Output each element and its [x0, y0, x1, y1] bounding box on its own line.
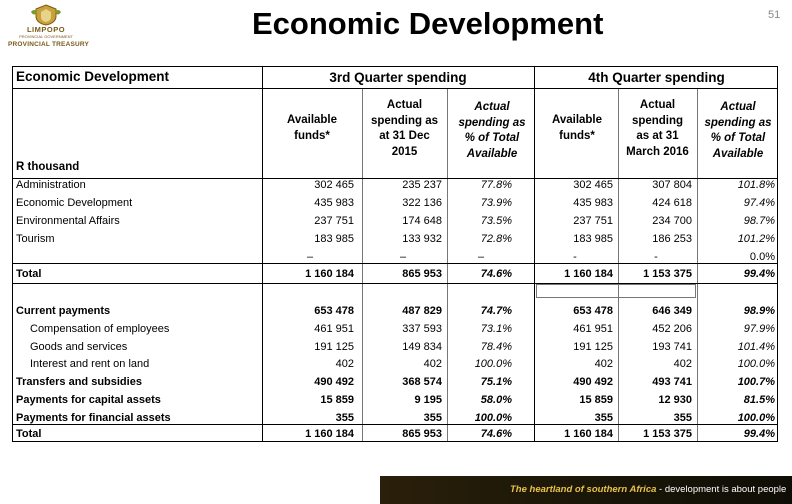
table-cell: 101.2% [737, 233, 775, 245]
table-cell: 77.8% [480, 179, 512, 191]
table-cell: 58.0% [480, 394, 512, 406]
table-cell: 100.0% [737, 358, 775, 370]
col-header-q3-actual: Actual spending as at 31 Dec 2015 [370, 99, 439, 158]
table-cell: 322 136 [402, 197, 442, 209]
footer-tagline [510, 484, 786, 495]
table-cell: 183 985 [573, 233, 613, 245]
table-cell: - [573, 251, 577, 263]
table-cell: 15 859 [320, 394, 354, 406]
table-cell: 435 983 [573, 197, 613, 209]
table-cell: 424 618 [652, 197, 692, 209]
table-cell: 73.9% [480, 197, 512, 209]
row-label: Current payments [16, 305, 111, 317]
table-cell: 100.7% [737, 376, 775, 388]
table-cell: 302 465 [314, 179, 354, 191]
table-cell: 302 465 [573, 179, 613, 191]
table-cell: 12 930 [658, 394, 692, 406]
table-cell: 355 [423, 412, 442, 424]
table-cell: 193 741 [652, 341, 692, 353]
department-name: PROVINCIAL TREASURY [8, 41, 90, 48]
table-cell: 402 [423, 358, 442, 370]
unit-label: R thousand [16, 161, 80, 173]
table-cell: 865 953 [402, 428, 442, 440]
table-cell: 368 574 [402, 376, 442, 388]
table-cell: 0.0% [749, 251, 775, 263]
table-cell: 452 206 [652, 323, 692, 335]
logo-name: LIMPOPO [26, 25, 66, 34]
table-cell: 183 985 [314, 233, 354, 245]
table-cell: 234 700 [652, 215, 692, 227]
table-cell: 1 160 184 [305, 428, 354, 440]
table-cell: 355 [594, 412, 613, 424]
table-cell: 186 253 [652, 233, 692, 245]
limpopo-logo [8, 4, 90, 50]
table-cell: 98.9% [743, 305, 775, 317]
table-cell: 74.6% [480, 428, 512, 440]
table-cell: 490 492 [573, 376, 613, 388]
table-cell: 75.1% [480, 376, 512, 388]
table-cell: 461 951 [573, 323, 613, 335]
table-cell: 461 951 [314, 323, 354, 335]
table-cell: 490 492 [314, 376, 354, 388]
table-cell: 97.4% [743, 197, 775, 209]
table-cell: 493 741 [652, 376, 692, 388]
row-label: Environmental Affairs [16, 215, 120, 227]
table-cell: 355 [673, 412, 692, 424]
table-cell: 337 593 [402, 323, 442, 335]
row-label: Economic Development [16, 197, 133, 209]
table-cell: 1 160 184 [564, 428, 613, 440]
row-label: Administration [16, 179, 86, 191]
group-header-q3: 3rd Quarter spending [329, 70, 467, 85]
table-cell: 653 478 [314, 305, 354, 317]
spending-table [12, 66, 778, 442]
table-cell: 1 160 184 [305, 268, 354, 280]
logo-sub: PROVINCIAL GOVERNMENT [19, 34, 73, 39]
col-header-q4-available: Available funds* [551, 114, 603, 142]
table-cell: 191 125 [314, 341, 354, 353]
table-cell: 174 648 [402, 215, 442, 227]
table-cell: 237 751 [573, 215, 613, 227]
table-cell: – [399, 251, 407, 263]
table-cell: 72.8% [480, 233, 512, 245]
group-header-q4: 4th Quarter spending [588, 70, 725, 85]
table-cell: 100.0% [474, 412, 512, 424]
table-cell: 355 [335, 412, 354, 424]
table-cell: 100.0% [737, 412, 775, 424]
table-cell: 99.4% [743, 428, 775, 440]
table-cell: 1 153 375 [643, 268, 692, 280]
table-cell: 73.5% [480, 215, 512, 227]
row-label: Payments for financial assets [16, 412, 171, 424]
table-cell: 73.1% [480, 323, 512, 335]
table-cell: 435 983 [314, 197, 354, 209]
table-cell: 97.9% [743, 323, 775, 335]
page-title: Economic Development [252, 6, 604, 41]
table-cell: 74.7% [480, 305, 512, 317]
row-label: Goods and services [30, 341, 128, 353]
table-cell: 402 [594, 358, 613, 370]
table-cell: – [477, 251, 485, 263]
table-cell: 235 237 [402, 179, 442, 191]
table-cell: 101.4% [737, 341, 775, 353]
row-label: Transfers and subsidies [16, 376, 142, 388]
col-header-q3-percent: Actual spending as % of Total Available [458, 101, 526, 160]
table-cell: 98.7% [743, 215, 775, 227]
table-cell: – [306, 251, 314, 263]
table-corner-label: Economic Development [16, 69, 170, 84]
row-label: Interest and rent on land [30, 358, 150, 370]
page-number: 51 [768, 9, 781, 21]
col-header-q3-available: Available funds* [286, 114, 338, 142]
table-cell: 15 859 [579, 394, 613, 406]
table-cell: 1 160 184 [564, 268, 613, 280]
row-label: Compensation of employees [30, 323, 170, 335]
table-cell: 99.4% [743, 268, 775, 280]
col-header-q4-actual: Actual spending as at 31 March 2016 [626, 99, 689, 158]
table-cell: 237 751 [314, 215, 354, 227]
col-header-q4-percent: Actual spending as % of Total Available [704, 101, 772, 160]
table-cell: 646 349 [652, 305, 692, 317]
table-cell: 133 932 [402, 233, 442, 245]
table-cell: 74.6% [480, 268, 512, 280]
table-cell: 100.0% [474, 358, 512, 370]
coat-of-arms-icon [29, 4, 63, 26]
table-cell: 149 834 [402, 341, 442, 353]
table-cell: 402 [673, 358, 692, 370]
table-cell: 191 125 [573, 341, 613, 353]
table-cell: 1 153 375 [643, 428, 692, 440]
table-cell: 81.5% [743, 394, 775, 406]
table-cell: 101.8% [737, 179, 775, 191]
footer-tagline-rest: - development is about people [656, 484, 787, 495]
table-cell: 653 478 [573, 305, 613, 317]
row-label: Total [16, 428, 42, 440]
row-label: Payments for capital assets [16, 394, 161, 406]
table-cell: 9 195 [414, 394, 442, 406]
table-cell: - [654, 251, 658, 263]
row-label: Total [16, 268, 42, 280]
table-cell: 307 804 [652, 179, 692, 191]
row-label: Tourism [16, 233, 55, 245]
table-cell: 865 953 [402, 268, 442, 280]
table-cell: 487 829 [402, 305, 442, 317]
footer-tagline-bold: The heartland of southern Africa [510, 484, 657, 495]
table-cell: 78.4% [480, 341, 512, 353]
table-cell: 402 [335, 358, 354, 370]
